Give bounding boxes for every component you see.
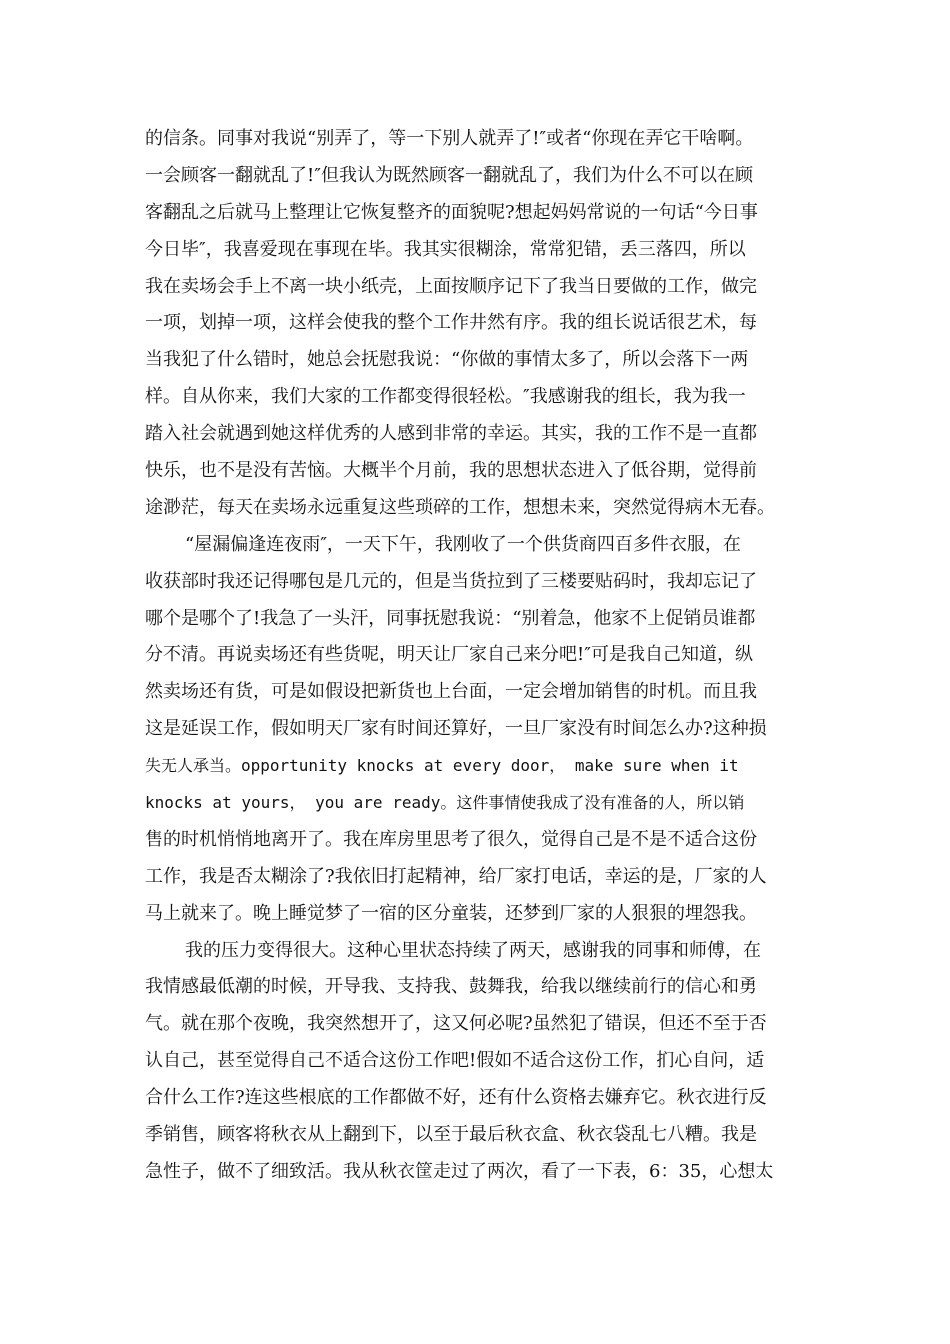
text-line: knocks at yours， you are ready。这件事情使我成了没有准备的人，所以销 [145, 793, 745, 813]
text-line: “屋漏偏逢连夜雨″，一天下午，我刚收了一个供货商四百多件衣服，在 [185, 533, 741, 555]
text-line: 快乐，也不是没有苦恼。大概半个月前，我的思想状态进入了低谷期，觉得前 [145, 460, 757, 482]
text-line: 今日毕″，我喜爱现在事现在毕。我其实很糊涂，常常犯错，丢三落四，所以 [145, 238, 746, 260]
text-line: 合什么工作?连这些根底的工作都做不好，还有什么资格去嫌弃它。秋衣进行反 [145, 1087, 767, 1109]
text-line: 收获部时我还记得哪包是几元的，但是当货拉到了三楼要贴码时，我却忘记了 [145, 570, 757, 592]
text-line: 一会顾客一翻就乱了!″但我认为既然顾客一翻就乱了，我们为什么不可以在顾 [145, 164, 753, 186]
text-line: 我在卖场会手上不离一块小纸壳，上面按顺序记下了我当日要做的工作，做完 [145, 275, 757, 297]
text-line: 然卖场还有货，可是如假设把新货也上台面，一定会增加销售的时机。而且我 [145, 681, 757, 703]
text-line: 样。自从你来，我们大家的工作都变得很轻松。″我感谢我的组长，我为我一 [145, 386, 746, 408]
text-line: 当我犯了什么错时，她总会抚慰我说：“你做的事情太多了，所以会落下一两 [145, 349, 749, 371]
text-line: 一项，划掉一项，这样会使我的整个工作井然有序。我的组长说话很艺术，每 [145, 312, 757, 334]
text-line: 马上就来了。晚上睡觉梦了一宿的区分童装，还梦到厂家的人狠狠的埋怨我。 [145, 902, 757, 924]
text-line: 的信条。同事对我说“别弄了，等一下别人就弄了!″或者“你现在弄它干啥啊。 [145, 128, 754, 149]
text-line: 分不清。再说卖场还有些货呢，明天让厂家自己来分吧!″可是我自己知道，纵 [145, 644, 753, 666]
text-line: 失无人承当。opportunity knocks at every door， make sure when it [145, 756, 739, 776]
body-text [145, 121, 805, 1191]
text-line: 客翻乱之后就马上整理让它恢复整齐的面貌呢?想起妈妈常说的一句话“今日事 [145, 201, 758, 223]
text-line: 售的时机悄悄地离开了。我在库房里思考了很久，觉得自己是不是不适合这份 [145, 828, 757, 850]
text-line: 这是延误工作，假如明天厂家有时间还算好，一旦厂家没有时间怎么办?这种损 [145, 718, 767, 740]
text-line: 认自己，甚至觉得自己不适合这份工作吧!假如不适合这份工作，扪心自问，适 [145, 1050, 765, 1072]
text-line: 我的压力变得很大。这种心里状态持续了两天，感谢我的同事和师傅，在 [185, 939, 761, 961]
text-line: 工作，我是否太糊涂了?我依旧打起精神，给厂家打电话，幸运的是，厂家的人 [145, 865, 767, 887]
text-line: 气。就在那个夜晚，我突然想开了，这又何必呢?虽然犯了错误，但还不至于否 [145, 1013, 767, 1035]
text-line: 途渺茫，每天在卖场永远重复这些琐碎的工作，想想未来，突然觉得病木无春。 [145, 496, 775, 518]
text-line: 踏入社会就遇到她这样优秀的人感到非常的幸运。其实，我的工作不是一直都 [145, 423, 757, 445]
text-line: 急性子，做不了细致活。我从秋衣筐走过了两次，看了一下表，6：35，心想太 [145, 1160, 774, 1182]
text-line: 我情感最低潮的时候，开导我、支持我、鼓舞我，给我以继续前行的信心和勇 [145, 976, 757, 998]
text-line: 季销售，顾客将秋衣从上翻到下，以至于最后秋衣盒、秋衣袋乱七八糟。我是 [145, 1124, 757, 1146]
text-line: 哪个是哪个了!我急了一头汗，同事抚慰我说：“别着急，他家不上促销员谁都 [145, 607, 756, 629]
